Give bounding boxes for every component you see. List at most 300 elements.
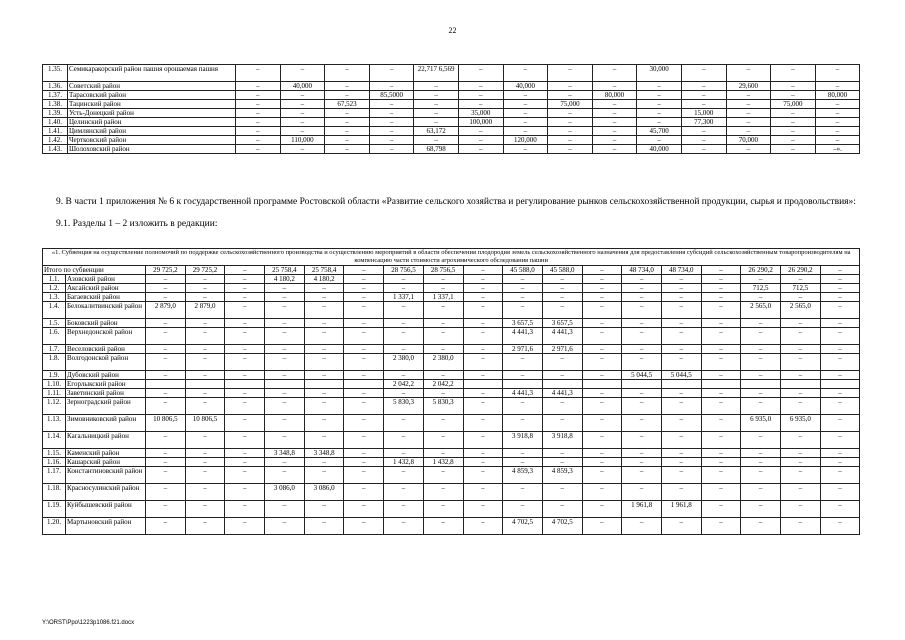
value-cell: – [503, 284, 543, 293]
value-cell: – [582, 284, 622, 293]
table-row [43, 127, 860, 136]
row-number: 1.17. [43, 467, 66, 484]
value-cell: – [701, 275, 741, 284]
total-cell: 45 588,0 [503, 266, 543, 275]
value-cell: – [146, 518, 186, 535]
value-cell: 45,700 [637, 127, 682, 136]
value-cell: – [344, 484, 384, 501]
value-cell: – [423, 275, 463, 284]
value-cell: 5 044,5 [661, 371, 701, 380]
value-cell [304, 380, 344, 389]
value-cell: – [225, 398, 265, 415]
value-cell: 110,000 [280, 136, 325, 145]
table-row [43, 109, 860, 118]
value-cell: 712,5 [741, 284, 781, 293]
total-cell: – [820, 266, 860, 275]
total-cell: 45 588,0 [542, 266, 582, 275]
value-cell: – [265, 293, 305, 302]
table-row [43, 284, 860, 293]
value-cell: – [384, 432, 424, 449]
value-cell [542, 380, 582, 389]
value-cell: – [622, 354, 662, 371]
value-cell: – [265, 328, 305, 345]
value-cell: – [185, 389, 225, 398]
value-cell: – [225, 371, 265, 380]
value-cell: 2 565,0 [741, 302, 781, 319]
value-cell: – [236, 118, 281, 127]
value-cell: – [548, 118, 593, 127]
value-cell: – [741, 501, 781, 518]
value-cell: – [701, 389, 741, 398]
value-cell: – [185, 371, 225, 380]
value-cell: – [701, 293, 741, 302]
value-cell: 6 935,0 [781, 415, 821, 432]
district-name: Усть-Донецкий район [68, 109, 236, 118]
total-cell: 26 290,2 [741, 266, 781, 275]
value-cell: – [185, 319, 225, 328]
total-cell: – [701, 266, 741, 275]
value-cell: 4 180,2 [265, 275, 305, 284]
table-row [43, 398, 860, 415]
value-cell: – [542, 398, 582, 415]
value-cell: – [304, 371, 344, 380]
district-name: Семикаракорский район пашня орошаемая пашня [68, 65, 236, 82]
value-cell: – [325, 118, 370, 127]
value-cell: – [820, 449, 860, 458]
value-cell: – [582, 275, 622, 284]
value-cell: – [781, 398, 821, 415]
value-cell: – [503, 371, 543, 380]
value-cell: – [369, 109, 414, 118]
row-number: 1.19. [43, 501, 66, 518]
value-cell: 4 859,3 [503, 467, 543, 484]
value-cell: 2 042,2 [384, 380, 424, 389]
total-cell: 25 758,4 [265, 266, 305, 275]
value-cell: – [681, 145, 726, 154]
value-cell: – [661, 284, 701, 293]
value-cell: 85,5000 [369, 91, 414, 100]
total-cell: – [344, 266, 384, 275]
value-cell: – [681, 82, 726, 91]
value-cell: – [458, 145, 503, 154]
value-cell: – [463, 354, 503, 371]
value-cell [344, 380, 384, 389]
value-cell: – [185, 293, 225, 302]
value-cell: – [344, 284, 384, 293]
value-cell: – [542, 371, 582, 380]
value-cell: 1 961,8 [622, 501, 662, 518]
value-cell: – [542, 458, 582, 467]
value-cell: – [414, 100, 459, 109]
value-cell: – [622, 319, 662, 328]
value-cell: – [701, 467, 741, 484]
value-cell: – [304, 467, 344, 484]
value-cell: – [146, 458, 186, 467]
value-cell: – [146, 275, 186, 284]
value-cell: – [146, 371, 186, 380]
value-cell: – [771, 82, 816, 91]
value-cell: 10 806,5 [146, 415, 186, 432]
value-cell: – [726, 127, 771, 136]
value-cell: – [304, 398, 344, 415]
value-cell: 3 086,0 [304, 484, 344, 501]
value-cell: – [741, 328, 781, 345]
value-cell: – [185, 398, 225, 415]
value-cell: – [325, 145, 370, 154]
value-cell: 4 441,3 [503, 328, 543, 345]
value-cell [146, 380, 186, 389]
row-number: 1.14. [43, 432, 66, 449]
value-cell: – [781, 328, 821, 345]
value-cell: 68,798 [414, 145, 459, 154]
value-cell: – [701, 398, 741, 415]
value-cell: – [781, 467, 821, 484]
value-cell: – [265, 467, 305, 484]
value-cell: – [815, 82, 860, 91]
value-cell: – [265, 501, 305, 518]
value-cell: – [225, 345, 265, 354]
value-cell: – [781, 389, 821, 398]
value-cell: – [661, 319, 701, 328]
value-cell: 1 337,1 [384, 293, 424, 302]
value-cell: – [225, 415, 265, 432]
value-cell: – [146, 467, 186, 484]
value-cell: – [146, 484, 186, 501]
table-row [43, 389, 860, 398]
table-row [43, 371, 860, 380]
value-cell: – [304, 319, 344, 328]
value-cell: – [701, 484, 741, 501]
table-row [43, 91, 860, 100]
total-cell: 29 725,2 [185, 266, 225, 275]
value-cell: – [582, 518, 622, 535]
district-name: Тарасовский район [68, 91, 236, 100]
value-cell: – [146, 501, 186, 518]
district-name: Багаевский район [66, 293, 146, 302]
value-cell: – [304, 293, 344, 302]
table-row [43, 484, 860, 501]
value-cell: – [225, 319, 265, 328]
value-cell: – [344, 345, 384, 354]
value-cell: – [661, 275, 701, 284]
value-cell: – [463, 371, 503, 380]
value-cell: – [463, 484, 503, 501]
value-cell: – [582, 449, 622, 458]
district-name: Советский район [68, 82, 236, 91]
value-cell: – [741, 518, 781, 535]
value-cell: – [582, 398, 622, 415]
value-cell: – [681, 100, 726, 109]
value-cell: – [280, 127, 325, 136]
value-cell: – [781, 501, 821, 518]
value-cell: – [463, 415, 503, 432]
value-cell: – [622, 415, 662, 432]
value-cell: – [458, 91, 503, 100]
table-row [43, 518, 860, 535]
value-cell: 4 441,3 [542, 328, 582, 345]
value-cell: – [304, 354, 344, 371]
value-cell: – [622, 293, 662, 302]
value-cell: – [741, 345, 781, 354]
value-cell: – [369, 82, 414, 91]
district-name: Зерноградский район [66, 398, 146, 415]
value-cell: – [236, 91, 281, 100]
row-number: 1.43. [43, 145, 68, 154]
value-cell: – [582, 345, 622, 354]
value-cell: – [344, 467, 384, 484]
value-cell: – [225, 432, 265, 449]
value-cell: – [463, 467, 503, 484]
district-name: Красносулинский район [66, 484, 146, 501]
value-cell: – [820, 328, 860, 345]
value-cell: – [741, 458, 781, 467]
value-cell: – [414, 118, 459, 127]
value-cell: 29,600 [726, 82, 771, 91]
value-cell: 77,300 [681, 118, 726, 127]
value-cell: 4 441,3 [542, 389, 582, 398]
value-cell: 712,5 [781, 284, 821, 293]
value-cell: – [384, 371, 424, 380]
value-cell: – [582, 302, 622, 319]
district-name: Белокалитвинский район [66, 302, 146, 319]
value-cell: – [681, 65, 726, 82]
value-cell: – [344, 302, 384, 319]
value-cell: 3 348,8 [304, 449, 344, 458]
value-cell: – [344, 328, 384, 345]
value-cell: – [582, 415, 622, 432]
value-cell: – [146, 293, 186, 302]
value-cell: – [548, 109, 593, 118]
value-cell: – [820, 518, 860, 535]
value-cell: – [781, 458, 821, 467]
value-cell: – [726, 91, 771, 100]
table-row [43, 275, 860, 284]
value-cell: – [185, 275, 225, 284]
value-cell: 1 337,1 [423, 293, 463, 302]
value-cell: – [344, 275, 384, 284]
value-cell: – [503, 501, 543, 518]
value-cell [622, 380, 662, 389]
value-cell: 2 565,0 [781, 302, 821, 319]
value-cell: – [741, 484, 781, 501]
value-cell: – [781, 371, 821, 380]
value-cell: –». [815, 145, 860, 154]
value-cell: – [384, 415, 424, 432]
district-name: Шолоховский район [68, 145, 236, 154]
footer-file-path: Y:\ORST\Ppo\1223p1086.f21.docx [42, 620, 135, 626]
subvention-table [42, 248, 860, 535]
value-cell: – [384, 275, 424, 284]
value-cell: – [781, 345, 821, 354]
value-cell: 2 971,6 [503, 345, 543, 354]
value-cell: – [225, 501, 265, 518]
value-cell: – [503, 118, 548, 127]
value-cell: – [414, 109, 459, 118]
value-cell: 80,000 [592, 91, 637, 100]
total-cell: – [463, 266, 503, 275]
value-cell: – [622, 398, 662, 415]
value-cell: – [304, 432, 344, 449]
value-cell: – [622, 432, 662, 449]
value-cell: – [463, 501, 503, 518]
district-name: Боковский район [66, 319, 146, 328]
value-cell: – [542, 501, 582, 518]
value-cell: – [681, 91, 726, 100]
value-cell: – [592, 65, 637, 82]
value-cell: – [661, 484, 701, 501]
value-cell: – [369, 100, 414, 109]
value-cell: – [592, 109, 637, 118]
value-cell: – [236, 82, 281, 91]
total-cell: 28 756,5 [423, 266, 463, 275]
value-cell: – [820, 432, 860, 449]
total-label: Итого по субвенции [43, 266, 146, 275]
value-cell: – [463, 449, 503, 458]
value-cell: – [423, 518, 463, 535]
value-cell: – [185, 484, 225, 501]
row-number: 1.38. [43, 100, 68, 109]
value-cell: – [637, 109, 682, 118]
value-cell: – [280, 91, 325, 100]
value-cell: – [637, 91, 682, 100]
value-cell: – [463, 328, 503, 345]
value-cell: 4 441,3 [503, 389, 543, 398]
value-cell: – [185, 458, 225, 467]
value-cell: – [548, 127, 593, 136]
row-number: 1.42. [43, 136, 68, 145]
value-cell: – [592, 136, 637, 145]
value-cell: – [225, 484, 265, 501]
value-cell: – [741, 319, 781, 328]
row-number: 1.13. [43, 415, 66, 432]
value-cell: – [820, 398, 860, 415]
value-cell: – [146, 398, 186, 415]
value-cell: – [369, 118, 414, 127]
district-name: Чертковский район [68, 136, 236, 145]
row-number: 1.2. [43, 284, 66, 293]
value-cell: 2 380,0 [423, 354, 463, 371]
district-name: Веселовский район [66, 345, 146, 354]
value-cell: – [265, 458, 305, 467]
value-cell: – [701, 501, 741, 518]
row-number: 1.39. [43, 109, 68, 118]
value-cell [701, 380, 741, 389]
value-cell: – [344, 458, 384, 467]
value-cell: – [369, 136, 414, 145]
value-cell: – [741, 449, 781, 458]
value-cell: – [325, 91, 370, 100]
value-cell: – [384, 328, 424, 345]
value-cell: – [582, 293, 622, 302]
value-cell: 75,000 [771, 100, 816, 109]
value-cell: – [681, 127, 726, 136]
value-cell: – [146, 389, 186, 398]
value-cell: – [225, 467, 265, 484]
row-number: 1.11. [43, 389, 66, 398]
value-cell: – [701, 302, 741, 319]
value-cell: – [225, 518, 265, 535]
value-cell [781, 380, 821, 389]
row-number: 1.36. [43, 82, 68, 91]
value-cell: – [185, 518, 225, 535]
value-cell: – [463, 319, 503, 328]
value-cell: 40,000 [503, 82, 548, 91]
row-number: 1.15. [43, 449, 66, 458]
value-cell [225, 380, 265, 389]
value-cell: 3 918,8 [542, 432, 582, 449]
value-cell: – [622, 467, 662, 484]
value-cell: – [146, 328, 186, 345]
value-cell: – [423, 501, 463, 518]
value-cell: – [820, 275, 860, 284]
value-cell: – [820, 467, 860, 484]
value-cell: – [344, 371, 384, 380]
value-cell: – [463, 432, 503, 449]
value-cell: – [820, 345, 860, 354]
value-cell: – [592, 145, 637, 154]
value-cell: – [661, 328, 701, 345]
value-cell: – [463, 518, 503, 535]
table-row [43, 136, 860, 145]
value-cell: – [701, 518, 741, 535]
table-row [43, 415, 860, 432]
value-cell: – [637, 118, 682, 127]
value-cell: – [815, 100, 860, 109]
value-cell: – [185, 284, 225, 293]
value-cell: – [236, 100, 281, 109]
value-cell: – [622, 449, 662, 458]
value-cell: – [225, 389, 265, 398]
value-cell: – [414, 82, 459, 91]
row-number: 1.40. [43, 118, 68, 127]
district-name: Тацинский район [68, 100, 236, 109]
value-cell: – [701, 449, 741, 458]
table-row [43, 345, 860, 354]
district-name: Волгодонской район [66, 354, 146, 371]
value-cell: – [622, 275, 662, 284]
value-cell: – [325, 136, 370, 145]
value-cell: – [542, 484, 582, 501]
value-cell: – [542, 354, 582, 371]
value-cell [185, 380, 225, 389]
total-cell: 25 758,4 [304, 266, 344, 275]
value-cell [661, 380, 701, 389]
district-name: Кашарский район [66, 458, 146, 467]
table-row [43, 432, 860, 449]
value-cell: 5 044,5 [622, 371, 662, 380]
total-cell: 48 734,0 [661, 266, 701, 275]
table-row [43, 82, 860, 91]
total-cell: – [582, 266, 622, 275]
value-cell: – [225, 293, 265, 302]
value-cell: – [265, 371, 305, 380]
value-cell: – [463, 389, 503, 398]
value-cell: – [820, 415, 860, 432]
value-cell: – [265, 518, 305, 535]
row-number: 1.8. [43, 354, 66, 371]
value-cell: 1 432,8 [384, 458, 424, 467]
value-cell: – [820, 302, 860, 319]
value-cell: – [185, 501, 225, 518]
value-cell: – [582, 501, 622, 518]
value-cell: 3 657,5 [542, 319, 582, 328]
value-cell: – [622, 484, 662, 501]
value-cell: – [369, 127, 414, 136]
value-cell: 2 380,0 [384, 354, 424, 371]
value-cell: – [503, 415, 543, 432]
value-cell: – [325, 109, 370, 118]
value-cell: – [463, 302, 503, 319]
